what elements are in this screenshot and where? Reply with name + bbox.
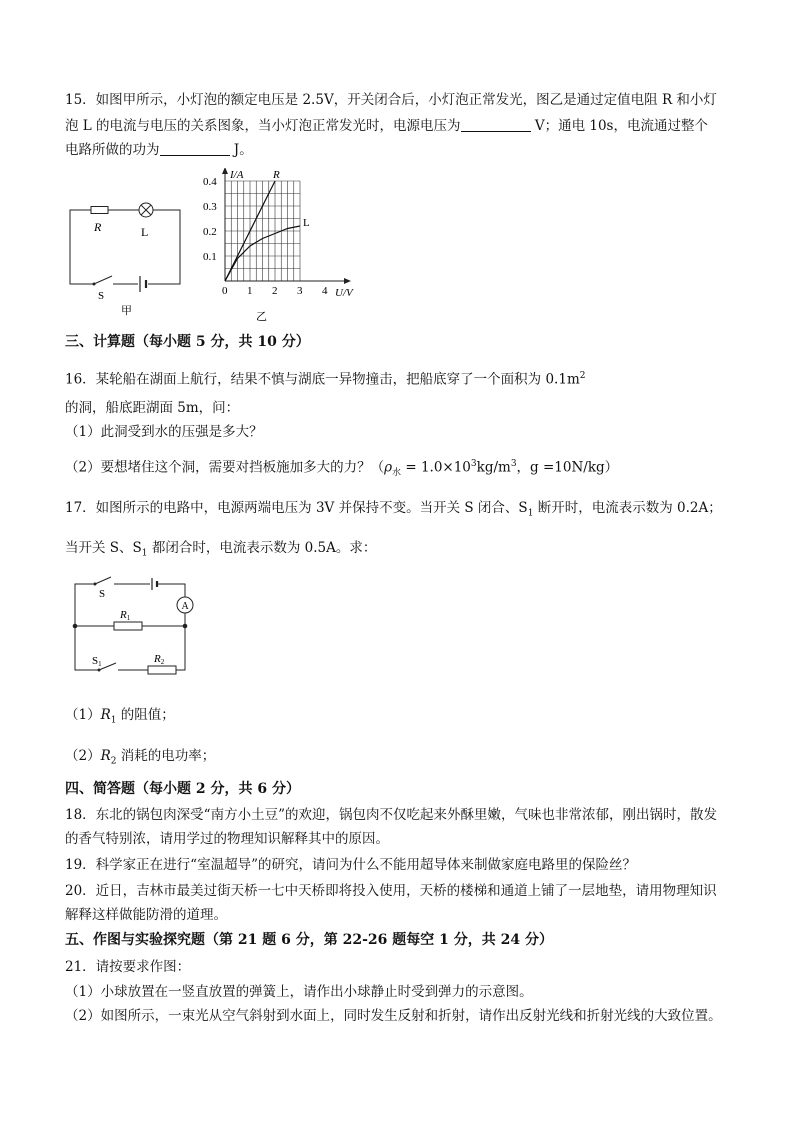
battery-symbol [138, 276, 148, 292]
q19-line-1: 19．科学家正在进行“室温超导”的研究，请问为什么不能用超导体来制做家庭电路里的保险丝？ [65, 857, 636, 873]
x-tick-label: 1 [247, 285, 253, 297]
section-3-heading: 三、计算题（每小题 5 分，共 10 分） [65, 334, 310, 350]
q17-part-2a: （2） [65, 748, 101, 764]
q17-line-2b: 都闭合时，电流表示数为 0.5A。求： [147, 540, 377, 556]
q17-part-2-sub: 2 [110, 756, 117, 767]
q17-part-1b: 的阻值； [116, 707, 175, 723]
q16-line-1-text: 16．某轮船在湖面上航行，结果不慎与湖底一异物撞击，把船底穿了一个面积为 0.1m [65, 371, 580, 388]
y-tick-label: 0.2 [203, 226, 217, 238]
x-tick-label: 2 [272, 285, 278, 297]
q15-line-2a: 泡 L 的电流与电压的关系图象，当小灯泡正常发光时，电源电压为 [65, 118, 461, 134]
y-tick-label: 0.4 [203, 176, 217, 188]
circuit-diagram-jia [62, 198, 192, 323]
x-tick-label: 3 [297, 285, 303, 297]
q17-s1-subscript-b: 1 [141, 548, 148, 559]
q16-area-exponent: 2 [579, 371, 586, 381]
q17-s1-label: S1 [92, 655, 102, 668]
answer-blank-voltage[interactable] [461, 117, 531, 132]
q17-part-1a: （1） [65, 707, 101, 723]
y-tick-label: 0.3 [203, 201, 217, 213]
q16-line-1 [65, 367, 585, 389]
q15-line-3 [65, 141, 253, 159]
q17-part-1-r: R [100, 707, 111, 723]
q21-line-1: 21．请按要求作图： [65, 959, 191, 975]
y-tick-label: 0.1 [203, 251, 217, 263]
series-label-l: L [303, 217, 310, 229]
circuit-diagram-q17 [66, 572, 206, 682]
series-label-r: R [273, 169, 280, 181]
iu-chart-yi [198, 168, 368, 323]
q20-line-1: 20．近日，吉林市最美过街天桥一七中天桥即将投入使用，天桥的楼梯和通道上铺了一层地垫，请用物理知识 [65, 883, 717, 899]
resistor-r-symbol [91, 207, 108, 214]
q16-part-2 [65, 455, 618, 482]
chart-grid [225, 181, 300, 281]
switch-s-label: S [98, 290, 105, 302]
q16-part-2c: kg/m [476, 459, 511, 476]
q17-part-1 [65, 706, 175, 730]
section-5-heading: 五、作图与实验探究题（第 21 题 6 分，第 22-26 题每空 1 分，共 24 分） [65, 932, 553, 948]
q16-line-2: 的洞，船底距湖面 5m，问： [65, 400, 240, 416]
battery-symbol [150, 576, 158, 592]
q17-part-2 [65, 747, 215, 771]
q16-part-2a: （2）要想堵住这个洞，需要对挡板施加多大的力？（ [65, 459, 385, 476]
rho-symbol: ρ [384, 459, 393, 476]
y-axis-arrow [222, 168, 228, 174]
junction-left [73, 624, 78, 629]
q16-part-1: （1）此洞受到水的压强是多大？ [65, 424, 263, 440]
figure-caption-jia: 甲 [121, 305, 132, 317]
x-axis-arrow [344, 278, 351, 284]
q16-unit-exponent: 3 [510, 459, 517, 469]
q18-line-1: 18．东北的锅包肉深受“南方小土豆”的欢迎，锅包肉不仅吃起来外酥里嫩，气味也非常浓郁，刚出锅时，散发 [65, 807, 717, 823]
q17-r2-label: R2 [154, 653, 165, 666]
x-axis-label: U/V [335, 287, 353, 299]
rho-subscript: 水 [392, 468, 402, 479]
q17-part-2b: 消耗的电功率； [116, 748, 216, 764]
q18-line-2: 的香气特别浓，请用学过的物理知识解释其中的原因。 [65, 831, 389, 847]
q21-part-1: （1）小球放置在一竖直放置的弹簧上，请作出小球静止时受到弹力的示意图。 [65, 984, 533, 1000]
q20-line-2: 解释这样做能防滑的道理。 [65, 907, 227, 923]
resistor-r-label: R [94, 220, 102, 234]
q16-density-exponent: 3 [470, 459, 477, 469]
q15-line-2b: V；通电 10s，电流通过整个 [530, 118, 708, 134]
q21-part-2: （2）如图所示，一束光从空气斜射到水面上，同时发生反射和折射，请作出反射光线和折射光线的大致位置。 [65, 1008, 722, 1024]
q17-part-1-sub: 1 [110, 715, 117, 726]
q15-line-1: 15．如图甲所示，小灯泡的额定电压是 2.5V，开关闭合后，小灯泡正常发光，图乙是通过定值电阻 R 和小灯 [65, 92, 717, 108]
chart-axes [222, 168, 351, 284]
q17-line-1a: 17．如图所示的电路中，电源两端电压为 3V 并保持不变。当开关 S 闭合、S [65, 500, 528, 516]
q17-part-2-r: R [100, 748, 111, 764]
lamp-l-symbol [139, 203, 153, 217]
q16-part-2d: ，g =10N/kg） [516, 459, 619, 476]
resistor-r2-symbol [148, 666, 176, 674]
chart-ticks [203, 176, 328, 297]
q17-line-1b: 断开时，电流表示数为 0.2A； [533, 500, 722, 516]
answer-blank-work[interactable] [160, 141, 230, 156]
q15-line-2 [65, 117, 708, 135]
switch-s-symbol [93, 276, 114, 288]
lamp-l-label: L [141, 225, 149, 239]
x-tick-label: 4 [322, 285, 328, 297]
q17-line-2a: 当开关 S、S [65, 540, 142, 556]
q17-line-2 [65, 539, 376, 563]
q15-line-3a: 电路所做的功为 [65, 142, 160, 158]
x-tick-label: 0 [222, 285, 228, 297]
q17-r1-label: R1 [120, 609, 131, 622]
q17-line-1 [65, 499, 722, 523]
resistor-r1-symbol [114, 622, 142, 630]
junction-right [183, 624, 188, 629]
figure-caption-yi: 乙 [256, 311, 267, 323]
circuit-wire-loop [70, 210, 180, 284]
q16-part-2b: = 1.0×10 [401, 459, 471, 476]
section-4-heading: 四、简答题（每小题 2 分，共 6 分） [65, 781, 300, 797]
svg-text:A: A [181, 601, 189, 612]
q17-switch-s-label: S [99, 588, 106, 600]
ammeter-symbol [177, 597, 193, 613]
q15-line-3b: J。 [229, 142, 253, 158]
q17-s1-subscript-a: 1 [527, 508, 534, 519]
switch-s-symbol [94, 577, 115, 588]
y-axis-label: I/A [230, 169, 244, 181]
